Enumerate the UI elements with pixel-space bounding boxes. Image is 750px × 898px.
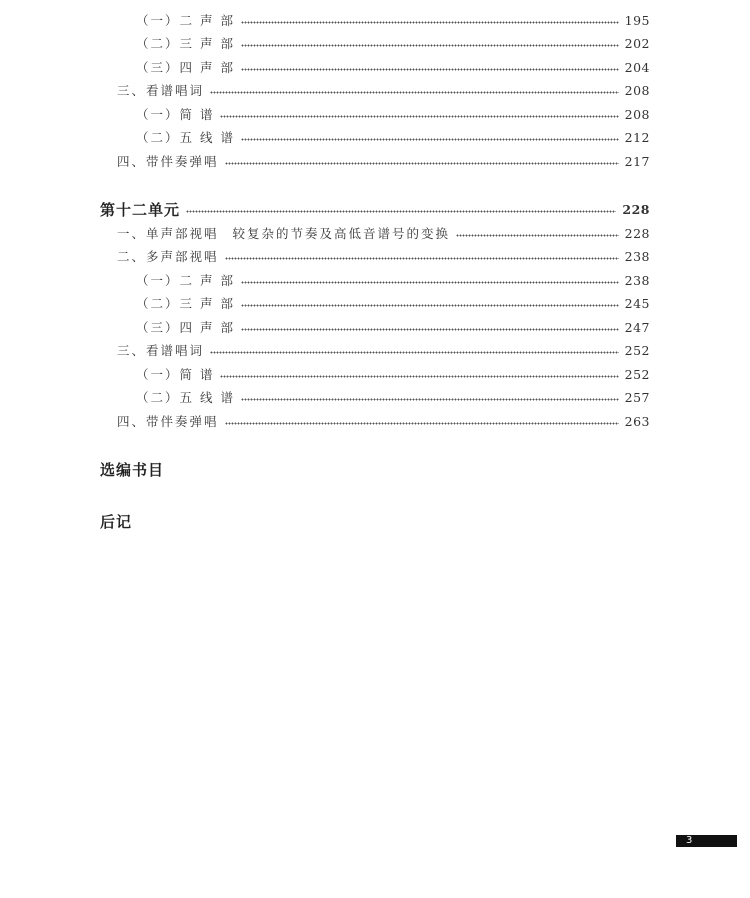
toc-entry-page: 228 [624,225,650,241]
toc-entry[interactable] [136,293,650,313]
toc-entry[interactable] [117,80,650,100]
leader-dots [210,80,619,100]
toc-entry-page: 217 [624,153,650,169]
toc-entry[interactable] [117,411,650,431]
leader-dots [456,223,619,243]
toc-entry-label: （一）简 谱 [136,107,215,122]
toc-entry-label: （一）简 谱 [136,367,215,382]
leader-dots [241,387,619,407]
toc-entry-page: 195 [624,12,650,28]
toc-entry[interactable] [136,127,650,147]
leader-dots [225,411,619,431]
leader-dots [225,151,619,171]
toc-entry-label: （二）五 线 谱 [136,390,235,405]
toc-entry-page: 252 [624,342,650,358]
toc-entry[interactable] [136,10,650,30]
page-number-badge: 3 [676,835,737,847]
toc-entry-label: 四、带伴奏弹唱 [117,154,219,169]
leader-dots [241,57,619,77]
leader-dots [241,127,619,147]
leader-dots [241,10,619,30]
toc-entry[interactable] [117,340,650,360]
leader-dots [225,246,619,266]
leader-dots [241,33,619,53]
toc-entry-page: 208 [624,106,650,122]
toc-entry[interactable] [117,246,650,266]
toc-entry-label: （三）四 声 部 [136,60,235,75]
toc-entry[interactable] [136,104,650,124]
toc-entry-label: （一）二 声 部 [136,13,235,28]
toc-entry-page: 238 [624,272,650,288]
bibliography-heading[interactable]: 选编书目 [100,461,165,479]
toc-entry-label: 四、带伴奏弹唱 [117,414,219,429]
toc-entry-page: 238 [624,248,650,264]
unit-title: 第十二单元 [100,200,181,219]
toc-entry[interactable] [136,57,650,77]
toc-entry-label: 一、单声部视唱 [117,226,219,241]
toc-entry-page: 252 [624,366,650,382]
toc-entry-label: （二）五 线 谱 [136,130,235,145]
toc-entry-label: （三）四 声 部 [136,320,235,335]
leader-dots [186,199,616,219]
toc-entry[interactable] [117,151,650,171]
leader-dots [220,104,618,124]
toc-entry[interactable] [136,270,650,290]
toc-entry-page: 204 [624,59,650,75]
afterword-heading[interactable]: 后记 [100,513,133,531]
leader-dots [220,364,618,384]
toc-entry-page: 245 [624,295,650,311]
leader-dots [241,293,619,313]
leader-dots [241,317,619,337]
toc-entry-label: 三、看谱唱词 [117,343,205,358]
toc-entry[interactable] [136,364,650,384]
toc-entry[interactable] [136,317,650,337]
toc-entry-page: 257 [624,389,650,405]
toc-entry-page: 202 [624,35,650,51]
toc-entry-label: （二）三 声 部 [136,296,235,311]
toc-entry-page: 263 [624,413,650,429]
toc-entry[interactable] [117,223,650,243]
toc-entry-label: 三、看谱唱词 [117,83,205,98]
unit-page: 228 [622,201,650,217]
toc-entry[interactable] [136,33,650,53]
toc-entry-page: 208 [624,82,650,98]
toc-entry-subtitle: 较复杂的节奏及高低音谱号的变换 [232,226,451,241]
toc-entry-page: 247 [624,319,650,335]
toc-entry-page: 212 [624,129,650,145]
unit-heading[interactable] [100,199,650,219]
leader-dots [210,340,619,360]
toc-entry-label: 二、多声部视唱 [117,249,219,264]
toc-entry-label: （二）三 声 部 [136,36,235,51]
leader-dots [241,270,619,290]
toc-entry[interactable] [136,387,650,407]
toc-entry-label: （一）二 声 部 [136,273,235,288]
